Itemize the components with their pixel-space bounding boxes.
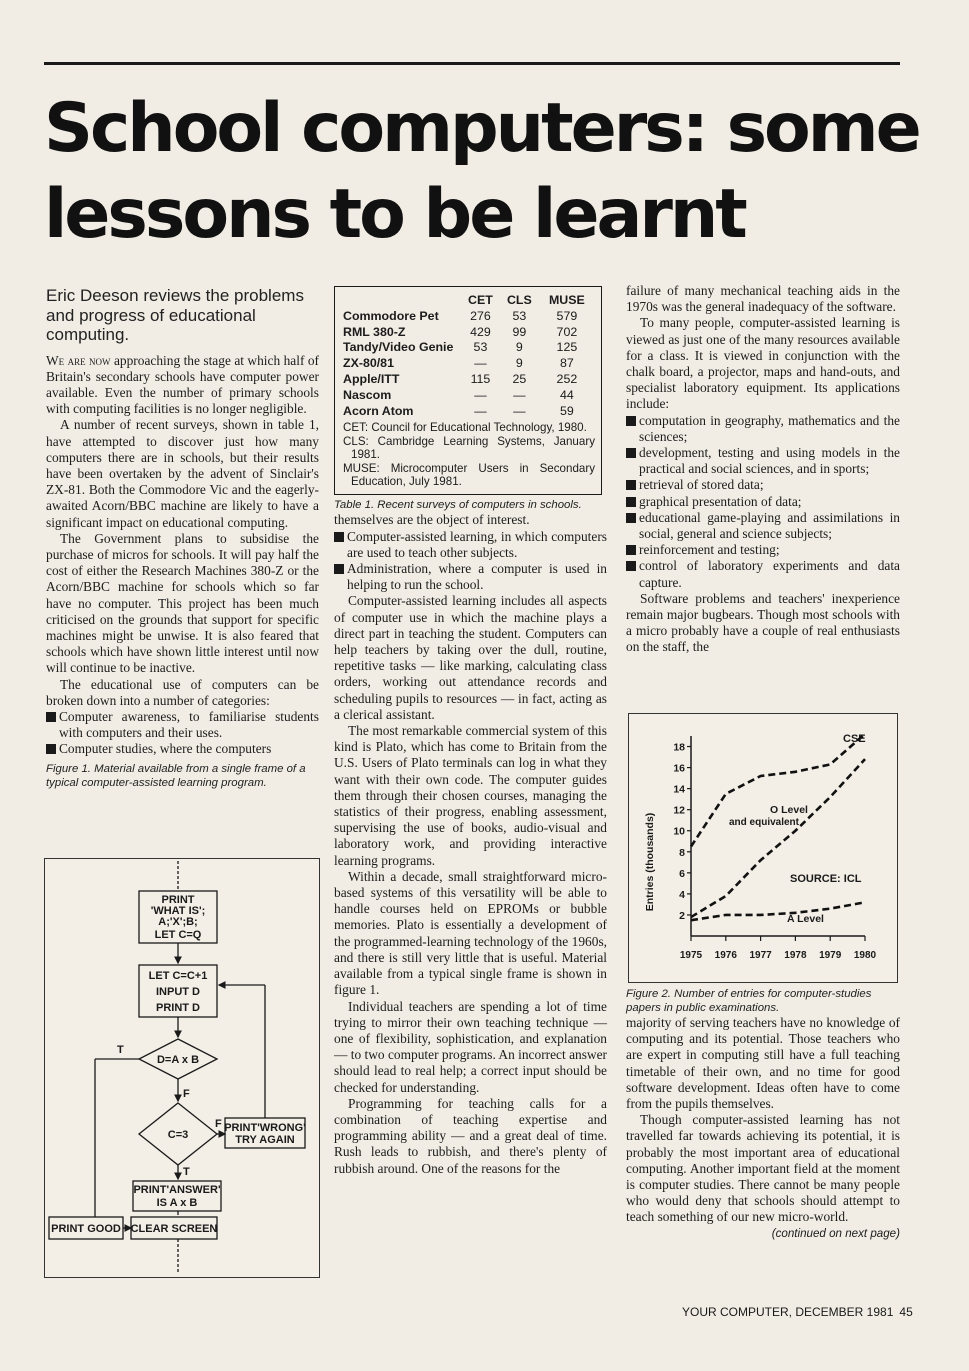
table-row <box>343 388 595 404</box>
series-line-olevel <box>691 759 865 917</box>
bullet-item: Administration, where a computer is used in helping to run the school. <box>334 561 607 593</box>
column-3-lower <box>626 987 900 1242</box>
table-row <box>343 372 595 388</box>
paragraph: A number of recent surveys, shown in table 1, have attempted to discover just how many computers there are in schools, but their results have been overtaken by the advent of Sinclair's ZX-81. Both the Commodore Vic and the eagerly-awaited Acorn/BBC machine are likely to have a significant impact on educational computing. <box>46 417 319 530</box>
paragraph: failure of many mechanical teaching aids in the 1970s was the general inadequacy of the software. <box>626 283 900 315</box>
flow-text: TRY AGAIN <box>235 1134 295 1146</box>
row-name: Apple/ITT <box>343 371 400 386</box>
row-name: Acorn Atom <box>343 403 414 418</box>
header-cls: CLS <box>506 293 532 307</box>
top-rule <box>44 62 900 65</box>
table-note: CET: Council for Educational Technology, 1980. <box>343 421 587 435</box>
cell: 25 <box>512 371 527 386</box>
flow-label-f: F <box>183 1088 190 1100</box>
flow-label-f: F <box>215 1118 222 1130</box>
bullet-item: control of laboratory experiments and data capture. <box>626 558 900 590</box>
bullet-item: Computer studies, where the computers <box>46 741 319 757</box>
x-tick-label: 1978 <box>784 950 807 961</box>
table-row <box>343 340 595 356</box>
x-tick-label: 1975 <box>679 950 703 961</box>
y-tick-label: 4 <box>679 888 685 901</box>
series-line-alevel <box>691 902 865 920</box>
x-tick-label: 1977 <box>749 950 772 961</box>
flow-text: A;'X';B; <box>158 916 198 928</box>
series-label-alevel: A Level <box>787 913 824 925</box>
cell: 252 <box>556 371 578 386</box>
cell: 53 <box>473 340 488 355</box>
y-tick-label: 6 <box>679 867 685 880</box>
column-3 <box>626 283 900 656</box>
y-tick-label: 18 <box>673 741 685 754</box>
flow-text: C=3 <box>167 1129 189 1141</box>
flow-text: PRINT'WRONG' <box>224 1122 306 1134</box>
x-tick-label: 1979 <box>819 950 842 961</box>
cell: — <box>513 387 526 402</box>
paragraph: Individual teachers are spending a lot of time trying to mirror their own teaching technique — one of flexibility, sophistication, and explanation — to two computer programs. An incorrect answer should lead to real help; a correct input should be checked for understanding. <box>334 998 607 1095</box>
paragraph-text: approaching the stage at which half of Britain's secondary schools have computer power available. Even the number of primary schools with computing facilities is no longer negligible. <box>46 352 319 417</box>
table-notes <box>343 421 595 488</box>
table-1 <box>334 286 602 495</box>
table-note: CLS: Cambridge Learning Systems, January 1981. <box>343 434 595 462</box>
cell: 276 <box>470 308 491 323</box>
header-muse: MUSE <box>548 293 585 307</box>
bullet-item: development, testing and using models in the practical and social sciences, and in sports; <box>626 445 900 477</box>
cell: — <box>474 403 487 418</box>
paragraph: Within a decade, small straightforward micro-based systems of this versatility will be able to handle courses held on EPROMs or bubble memories. Plato is essentially a development of the programmed-learning technology of the 1960s, and there is still very little that is useful. Material available from a typical single frame is shown in figure 1. <box>334 868 607 998</box>
flow-text: INPUT D <box>156 986 200 998</box>
y-tick-label: 16 <box>673 762 685 775</box>
table-note: MUSE: Microcomputer Users in Secondary Education, July 1981. <box>343 461 595 488</box>
bullet-item: graphical presentation of data; <box>626 494 900 510</box>
bullet-item: reinforcement and testing; <box>626 542 900 558</box>
lead-caps: We are now <box>46 352 111 368</box>
cell: 702 <box>556 324 578 339</box>
title-line-2: lessons to be learnt <box>44 175 745 254</box>
y-tick-label: 10 <box>673 825 685 838</box>
cell: 579 <box>556 308 578 323</box>
y-tick-label: 12 <box>673 804 685 817</box>
flowchart-svg <box>45 859 319 1277</box>
header-cet: CET <box>468 293 493 307</box>
cell: — <box>513 403 526 418</box>
flow-text: IS A x B <box>156 1197 198 1209</box>
cell: — <box>474 387 487 402</box>
figure-2-chart <box>628 713 898 983</box>
flow-text: LET C=Q <box>154 929 202 941</box>
column-1 <box>46 286 319 790</box>
flow-text: PRINT <box>161 894 195 906</box>
y-axis-label: Entries (thousands) <box>644 812 656 912</box>
flow-text: PRINT'ANSWER' <box>133 1184 221 1196</box>
figure-1-flowchart <box>44 858 320 1278</box>
page-number: 45 <box>899 1305 913 1319</box>
page-title <box>44 86 924 258</box>
cell: 429 <box>470 324 491 339</box>
cell: 53 <box>512 308 527 323</box>
x-tick-label: 1980 <box>853 950 877 961</box>
continued-note: (continued on next page) <box>771 1226 900 1240</box>
paragraph: The educational use of computers can be broken down into a number of categories: <box>46 676 319 708</box>
cell: 59 <box>559 403 574 418</box>
cell: 9 <box>515 340 523 355</box>
y-tick-label: 14 <box>673 783 685 796</box>
x-tick-label: 1976 <box>714 950 737 961</box>
y-tick-label: 8 <box>679 846 685 859</box>
paragraph: themselves are the object of interest. <box>334 512 530 528</box>
cell: 125 <box>556 340 578 355</box>
table-1-caption: Table 1. Recent surveys of computers in schools. <box>334 499 582 512</box>
paragraph: To many people, computer-assisted learning is viewed as just one of the many resources available for a class. It is viewed in conjunction with the chalk board, a projector, maps and hand-outs, and specialist laboratory equipment. Its applications include: <box>626 315 900 412</box>
bullet-item: Computer-assisted learning, in which computers are used to teach other subjects. <box>334 529 607 561</box>
title-line-1: School computers: some <box>44 89 919 168</box>
table-row <box>343 325 595 341</box>
flow-text: PRINT GOOD <box>51 1223 121 1235</box>
magazine-name: YOUR COMPUTER, DECEMBER 1981 <box>682 1305 894 1319</box>
paragraph: The most remarkable commercial system of this kind is Plato, which has come to Britain from the U.S. Users of Plato terminals can log in what they want with their own code. The computer guides them through their chosen courses, managing the statistics of their progress, enabling assessment, supervising the use of books, audio-visual and laboratory work, and providing interactive learning programs. <box>334 723 607 868</box>
bullet-item: Computer awareness, to familiarise students with computers and their uses. <box>46 709 319 741</box>
figure-1-caption: Figure 1. Material available from a single frame of a typical computer-assisted learning program. <box>46 762 306 789</box>
paragraph: Computer-assisted learning includes all aspects of computer use in which the machine plays a direct part in teaching the student. Computers can help teachers by taking over the dull, routine, repetitive tasks — like marking, calculating class orders, working out attendance records and scheduling pupils to resources — in fact, acting as a clerical assistant. <box>334 593 607 722</box>
cell: 99 <box>512 324 527 339</box>
paragraph: Software problems and teachers' inexperience remain major bugbears. Though most schools with a micro probably have a couple of real enthusiasts on the staff, the <box>626 590 900 655</box>
paragraph: The Government plans to subsidise the purchase of micros for schools. It will pay half the cost of either the Research Machines 380-Z or the Acorn/BBC machine for schools which so far have no computer. This project has been much criticised on the grounds that support for specific machines might be unwise. It is also feared that schools which have shown little interest until now will continue to be inactive. <box>46 530 319 676</box>
table-row <box>343 356 595 372</box>
y-tick-label: 2 <box>679 909 685 922</box>
chart-svg <box>629 714 897 982</box>
flow-label-t: T <box>183 1166 190 1178</box>
survey-table <box>343 293 595 419</box>
paragraph: majority of serving teachers have no knowledge of computing and its potential. Those teachers who are expert in computing still have a full teaching timetable of their own, and no time for good software development. Ideas often have to come from the pupils themselves. <box>626 1015 900 1112</box>
bullet-item: educational game-playing and assimilations in social, general and science subjects; <box>626 510 900 542</box>
series-label-olevel-2: and equivalent <box>728 817 800 828</box>
series-line-cse <box>691 734 865 847</box>
flow-text: LET C=C+1 <box>148 970 208 982</box>
paragraph: Programming for teaching calls for a combination of teaching expertise and programming ability — and a great deal of time. Rush leads to rubbish, and there's plenty of rubbish around. One of the reasons for the <box>334 1095 607 1176</box>
flow-text: PRINT D <box>156 1002 200 1014</box>
figure-2-caption: Figure 2. Number of entries for computer-studies papers in public examinations. <box>626 988 872 1014</box>
cell: 87 <box>559 356 574 371</box>
source-label: SOURCE: ICL <box>790 873 862 885</box>
standfirst: Eric Deeson reviews the problems and progress of educational computing. <box>46 286 304 344</box>
bullet-item: retrieval of stored data; <box>626 477 900 493</box>
paragraph: Though computer-assisted learning has not travelled far towards achieving its potential, it is probably the most important area of educational computing. Another important field at the moment is computer studies. There cannot be many people who would deny that schools should attempt to teach something of our new micro-world. <box>626 1112 900 1225</box>
row-name: RML 380-Z <box>343 324 406 339</box>
bullet-item: computation in geography, mathematics and the sciences; <box>626 413 900 445</box>
column-2 <box>334 286 607 1177</box>
flow-text: CLEAR SCREEN <box>130 1223 218 1235</box>
cell: — <box>474 356 487 371</box>
table-row <box>343 404 595 420</box>
table-header-row <box>343 293 595 309</box>
row-name: Tandy/Video Genie <box>343 340 454 355</box>
flow-text: D=A x B <box>156 1054 200 1066</box>
row-name: Nascom <box>343 387 392 402</box>
cell: 44 <box>559 387 574 402</box>
series-label-olevel: O Level <box>770 804 808 816</box>
page-footer <box>682 1305 913 1319</box>
cell: 115 <box>470 371 491 386</box>
cell: 9 <box>515 356 523 371</box>
flow-text: 'WHAT IS'; <box>150 905 206 917</box>
flow-label-t: T <box>117 1044 124 1056</box>
row-name: Commodore Pet <box>343 308 439 323</box>
row-name: ZX-80/81 <box>343 356 394 371</box>
series-label-cse: CSE <box>843 733 866 745</box>
table-row <box>343 309 595 325</box>
paragraph <box>46 353 319 418</box>
